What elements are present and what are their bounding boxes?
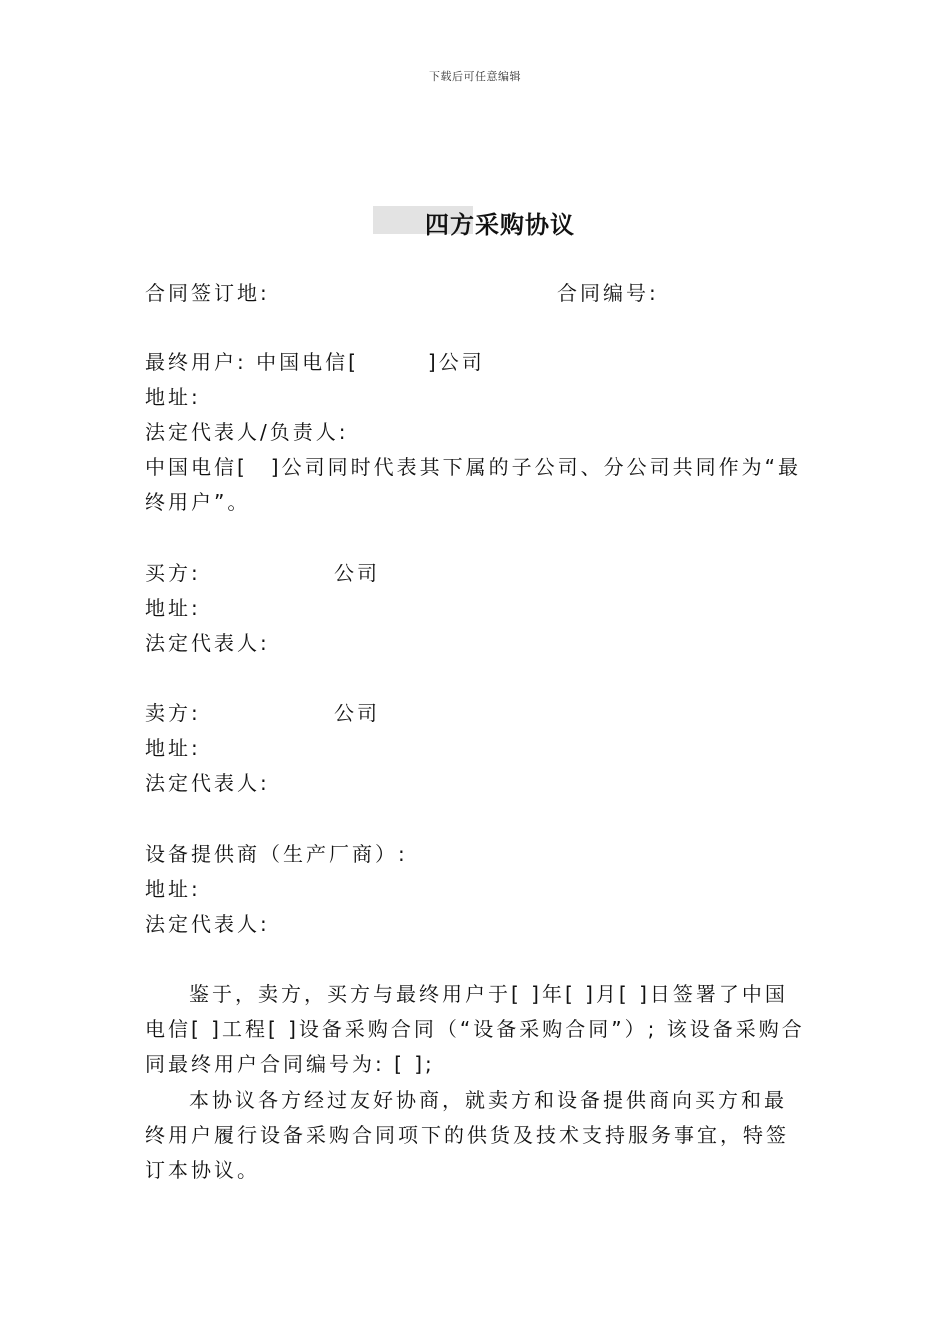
end-user-address: 地址: [145,385,201,409]
seller-address: 地址: [145,736,201,760]
supplier-label: 设备提供商（生产厂商）: [145,842,408,866]
buyer-address: 地址: [145,596,201,620]
contract-place-label: 合同签订地: [145,281,270,305]
buyer-label: 买方: [145,561,201,585]
body-paragraph-agreement: 本协议各方经过友好协商，就卖方和设备提供商向买方和最终用户履行设备采购合同项下的供货及技术支持服务事宜，特签订本协议。 [145,1088,789,1182]
seller-company: 公司 [334,701,380,725]
header-note: 下载后可任意编辑 [429,70,521,83]
buyer-rep: 法定代表人: [145,631,270,655]
seller-label: 卖方: [145,701,201,725]
end-user-note: 中国电信[ ]公司同时代表其下属的子公司、分公司共同作为“最终用户”。 [145,455,801,514]
buyer-company: 公司 [334,561,380,585]
body-paragraph-whereas: 鉴于，卖方，买方与最终用户于[ ]年[ ]月[ ]日签署了中国电信[ ]工程[ ]设备采购合同（“设备采购合同”）; 该设备采购合同最终用户合同编号为: [ ]; [145,982,805,1076]
seller-rep: 法定代表人: [145,771,270,795]
end-user-rep: 法定代表人/负责人: [145,420,349,444]
supplier-address: 地址: [145,877,201,901]
document-title: 四方采购协议 [425,210,575,239]
supplier-rep: 法定代表人: [145,912,270,936]
contract-number-label: 合同编号: [557,281,659,305]
end-user-label: 最终用户: 中国电信[ ]公司 [145,350,485,374]
